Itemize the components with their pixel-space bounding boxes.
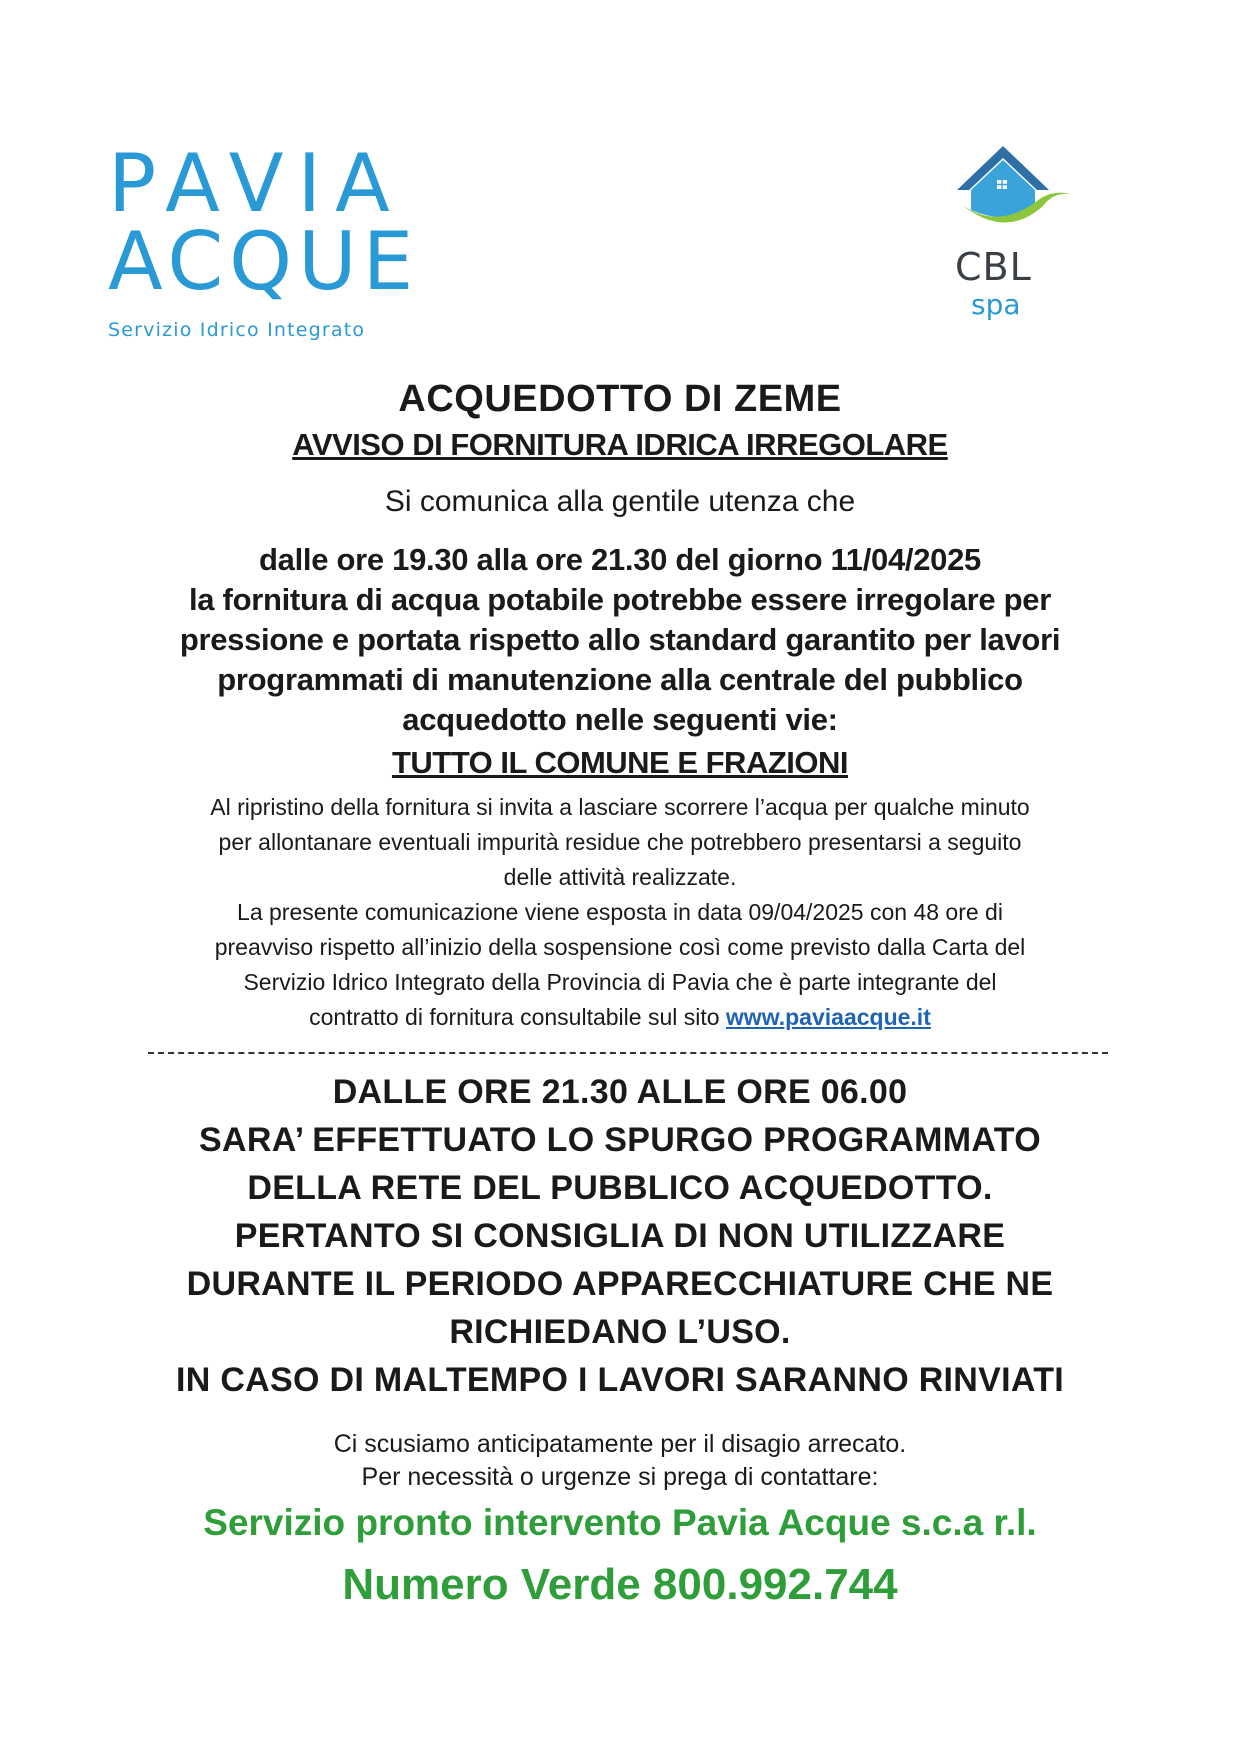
body-line: delle attività realizzate. xyxy=(503,864,737,890)
toll-free-number[interactable]: Numero Verde 800.992.744 xyxy=(342,1560,898,1609)
cbl-logo-suffix: spa xyxy=(971,288,1021,321)
dashed-divider xyxy=(148,1052,1108,1054)
cbl-logo-name: CBL xyxy=(955,245,1032,289)
purge-line: DURANTE IL PERIODO APPARECCHIATURE CHE NE xyxy=(186,1265,1054,1303)
body-line: per allontanare eventuali impurità residue che potrebbero presentarsi a seguito xyxy=(218,829,1022,855)
purge-line: IN CASO DI MALTEMPO I LAVORI SARANNO RINVIATI xyxy=(175,1361,1065,1399)
purge-line: RICHIEDANO L’USO. xyxy=(449,1313,791,1351)
main-notice-line: pressione e portata rispetto allo standard garantito per lavori xyxy=(179,622,1061,657)
purge-line: DALLE ORE 21.30 ALLE ORE 06.00 xyxy=(332,1073,908,1111)
apology-text xyxy=(0,1428,1240,1494)
main-notice-line: dalle ore 19.30 alla ore 21.30 del giorno 11/04/2025 xyxy=(259,542,981,577)
body-last-prefix: contratto di fornitura consultabile sul sito xyxy=(309,1004,726,1030)
notice-subtitle: AVVISO DI FORNITURA IDRICA IRREGOLARE xyxy=(292,427,948,462)
main-notice-line: programmati di manutenzione alla centrale del pubblico xyxy=(217,662,1023,697)
apology-line: Ci scusiamo anticipatamente per il disagio arrecato. xyxy=(333,1430,907,1458)
apology-line: Per necessità o urgenze si prega di contattare: xyxy=(361,1463,879,1491)
affected-area: TUTTO IL COMUNE E FRAZIONI xyxy=(391,745,848,780)
body-line: preavviso rispetto all’inizio della sospensione così come previsto dalla Carta del xyxy=(214,934,1026,960)
pavia-acque-logo xyxy=(108,137,420,341)
pavia-logo-line2: ACQUE xyxy=(108,215,420,308)
notice-intro: Si comunica alla gentile utenza che xyxy=(384,485,856,518)
house-roof-wave-icon xyxy=(945,140,1085,240)
emergency-service-name: Servizio pronto intervento Pavia Acque s.c.a r.l. xyxy=(203,1502,1037,1543)
body-line: La presente comunicazione viene esposta in data 09/04/2025 con 48 ore di xyxy=(237,899,1003,925)
purge-line: DELLA RETE DEL PUBBLICO ACQUEDOTTO. xyxy=(247,1169,993,1207)
cbl-logo xyxy=(945,140,1085,330)
main-notice xyxy=(0,540,1240,740)
main-notice-line: acquedotto nelle seguenti vie: xyxy=(402,702,838,737)
body-line-last xyxy=(0,1000,1240,1035)
website-link[interactable]: www.paviaacque.it xyxy=(725,1004,931,1030)
body-line: Al ripristino della fornitura si invita a lasciare scorrere l’acqua per qualche minuto xyxy=(210,794,1030,820)
purge-line: PERTANTO SI CONSIGLIA DI NON UTILIZZARE xyxy=(234,1217,1006,1255)
pavia-logo-line1: PAVIA xyxy=(108,137,404,230)
pavia-logo-tagline: Servizio Idrico Integrato xyxy=(108,319,366,341)
body-line: Servizio Idrico Integrato della Provincia di Pavia che è parte integrante del xyxy=(243,969,997,995)
purge-line: SARA’ EFFETTUATO LO SPURGO PROGRAMMATO xyxy=(199,1121,1041,1159)
main-notice-line: la fornitura di acqua potabile potrebbe essere irregolare per xyxy=(188,582,1051,617)
purge-notice xyxy=(0,1068,1240,1404)
body-text xyxy=(0,790,1240,1035)
notice-title: ACQUEDOTTO DI ZEME xyxy=(398,378,842,420)
